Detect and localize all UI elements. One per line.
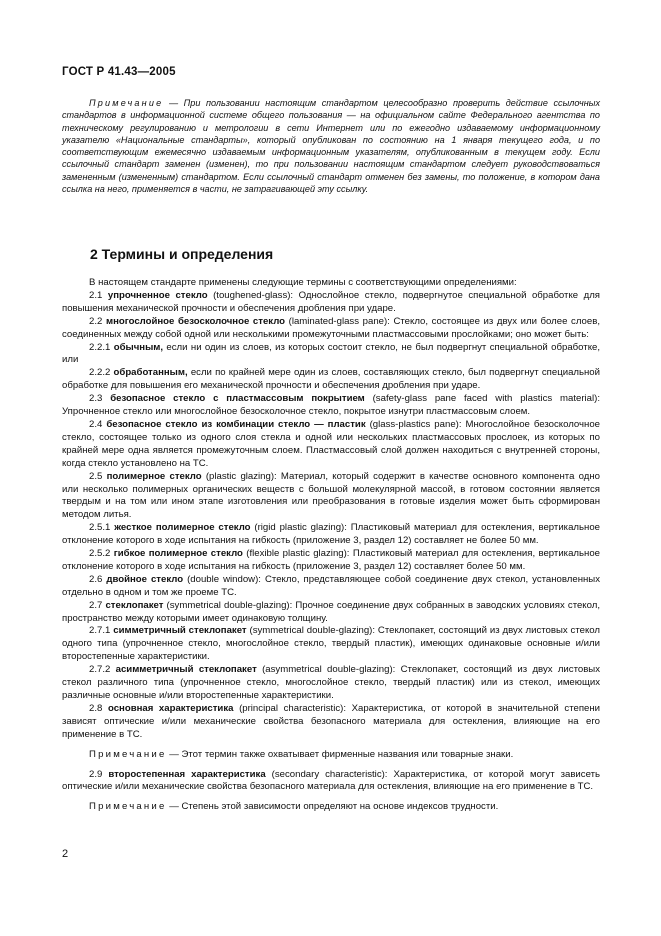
term-paragraph <box>62 471 600 523</box>
term-number: 2.5.2 <box>89 548 111 560</box>
term-paragraph <box>62 703 600 742</box>
term-paragraph <box>62 600 600 626</box>
page-number: 2 <box>62 848 69 860</box>
term-definition: (safety-glass pane faced with plastics material): Упрочненное стекло или многослойное безосколочное стекло, покрытое изнутри пластмассовым слоем. <box>62 393 601 418</box>
term-paragraph <box>62 548 600 574</box>
term-paragraph <box>62 316 600 342</box>
definitions-body <box>62 277 600 814</box>
term-paragraph <box>62 367 600 393</box>
term-name: обычным, <box>113 341 164 353</box>
term-definition: (laminated-glass pane): Стекло, состоящее из двух или более слоев, соединенных между собой одной или несколькими промежуточными пластмассовыми прослойками; оно может быть: <box>62 315 600 340</box>
term-definition: (asymmetrical double-glazing): Стеклопакет, состоящий из двух листовых стекол различного типа (упрочненное стекло, многослойное стекло, твердый пластик) или из стекол, имеющих различные основные и/или второстепенные характеристики. <box>62 664 600 701</box>
term-number: 2.5.1 <box>89 522 111 534</box>
term-definition: (toughened-glass): Однослойное стекло, подвергнутое специальной обработке для повышения механической прочности и обеспечения дробления при ударе. <box>62 289 600 314</box>
term-number: 2.2 <box>89 315 103 327</box>
note-text: — Степень этой зависимости определяют на основе индексов трудности. <box>166 801 499 813</box>
term-name: безопасное стекло с пластмассовым покрытием <box>110 393 365 405</box>
term-definition: (double window): Стекло, представляющее собой соединение двух стекол, установленных отдельно в одном и том же проеме ТС. <box>62 573 600 598</box>
term-number: 2.3 <box>89 393 103 405</box>
term-definition: (flexible plastic glazing): Пластиковый материал для остекления, вертикальное отклонение которого в ходе испытания на гибкость (приложение 3, раздел 12) составляет более 50 мм. <box>62 548 600 572</box>
term-name: полимерное стекло <box>106 470 202 482</box>
term-paragraph <box>62 625 600 664</box>
term-name: многослойное безосколочное стекло <box>105 315 286 327</box>
note-label: Примечание <box>89 98 164 108</box>
term-paragraph <box>62 574 600 600</box>
term-definition: (secondary characteristic): Характеристика, от которой могут зависеть оптические и/или механические свойства безопасного материала для остекления, влияющие на его применение в ТС. <box>62 768 600 793</box>
term-number: 2.1 <box>89 289 103 301</box>
term-number: 2.8 <box>89 702 103 714</box>
term-number: 2.6 <box>89 573 103 585</box>
term-number: 2.4 <box>89 418 103 430</box>
term-name: стеклопакет <box>105 599 164 611</box>
term-definition: (symmetrical double-glazing): Стеклопакет, состоящий из двух листовых стекол одного типа (упрочненное стекло, многослойное стекло, твердый пластик), имеющих одинаковые основные и/или второстепенные характеристики. <box>62 625 600 663</box>
term-paragraph <box>62 393 600 419</box>
section-title: 2 Термины и определения <box>90 246 274 262</box>
term-name: асимметричный стеклопакет <box>115 664 257 676</box>
term-paragraph <box>62 419 600 471</box>
term-definition: (plastic glazing): Материал, который содержит в качестве основного компонента одно или несколько полимерных органических веществ с большой молекулярной массой, в готовом состоянии является твердым и на том или ином этапе изготовления или преобразования в готовые изделия может быть сформирован методом литья. <box>62 470 600 521</box>
term-number: 2.2.1 <box>89 341 111 353</box>
term-definition: (rigid plastic glazing): Пластиковый материал для остекления, вертикальное отклонение которого в ходе испытания на гибкость (приложение 3, раздел 12) составляет не более 50 мм. <box>62 522 600 547</box>
note-label: Примечание <box>89 801 167 813</box>
document-header: ГОСТ Р 41.43—2005 <box>62 66 176 78</box>
intro-paragraph: В настоящем стандарте применены следующие термины с соответствующими определениями: <box>89 277 517 288</box>
term-paragraph <box>62 664 600 703</box>
term-number: 2.5 <box>89 470 103 482</box>
term-name: второстепенная характеристика <box>108 768 266 780</box>
note-text: — При пользовании настоящим стандартом целесообразно проверить действие ссылочных стандартов в информационной системе общего пользования — на официальном сайте Федерального агентства по техническому регулированию и метрологии в сети Интернет или по ежегодно издаваемому информационному указателю «Национальные стандарты», который опубликован по состоянию на 1 января текущего года, и по соответствующим ежемесячно издаваемым информационным указателям, опубликованным в текущем году. Если ссылочный стандарт заменен (изменен), то при пользовании настоящим стандартом следует руководствоваться замененным (измененным) стандартом. Если ссылочный стандарт отменен без замены, то положение, в котором дана ссылка на него, применяется в части, не затрагивающей эту ссылку. <box>62 98 600 195</box>
term-definition: если по крайней мере один из слоев, составляющих стекло, был подвергнут специальной обработке для повышения его механической прочности и обеспечения дробления при ударе. <box>62 367 600 392</box>
term-definition: если ни один из слоев, из которых состоит стекло, не был подвергнут специальной обработке, или <box>62 341 600 366</box>
term-definition: (principal characteristic): Характеристика, от которой в значительной степени зависят оптические и/или механические свойства безопасного материала для остекления, влияющие на его применение в ТС. <box>62 702 601 740</box>
note-text: — Этот термин также охватывает фирменные названия или товарные знаки. <box>166 748 514 760</box>
term-number: 2.7 <box>89 599 103 611</box>
term-definition: (symmetrical double-glazing): Прочное соединение двух собранных в заводских условиях стекол, пространство между которыми имеет одинаковую толщину. <box>62 599 601 624</box>
term-name: симметричный стеклопакет <box>113 625 247 637</box>
term-name: обработанным, <box>113 367 188 379</box>
note-referenced-standards <box>62 97 600 195</box>
term-paragraph <box>62 769 600 795</box>
term-name: двойное стекло <box>106 573 184 585</box>
term-definition: (glass-plastics pane): Многослойное безосколочное стекло, состоящее только из одного слоя стекла и одной или нескольких пластмассовых прослоек, из которых по крайней мере одна является промежуточным слоем. Пластмассовый слой должен находиться с внутренней стороны, когда стекло установлено на ТС. <box>62 418 600 469</box>
term-number: 2.2.2 <box>89 367 111 379</box>
note-difficulty-index <box>62 801 600 814</box>
term-paragraph <box>62 342 600 368</box>
term-number: 2.7.1 <box>89 625 111 637</box>
term-name: гибкое полимерное стекло <box>113 548 243 560</box>
note-label: Примечание <box>89 748 167 760</box>
note-trademarks <box>62 749 600 762</box>
term-name: жесткое полимерное стекло <box>114 522 251 534</box>
term-name: безопасное стекло из комбинации стекло — пластик <box>106 418 366 430</box>
term-name: упрочненное стекло <box>107 289 208 301</box>
term-paragraph <box>62 522 600 548</box>
term-number: 2.7.2 <box>89 664 111 676</box>
term-name: основная характеристика <box>107 702 234 714</box>
term-number: 2.9 <box>89 768 103 780</box>
term-paragraph <box>62 290 600 316</box>
